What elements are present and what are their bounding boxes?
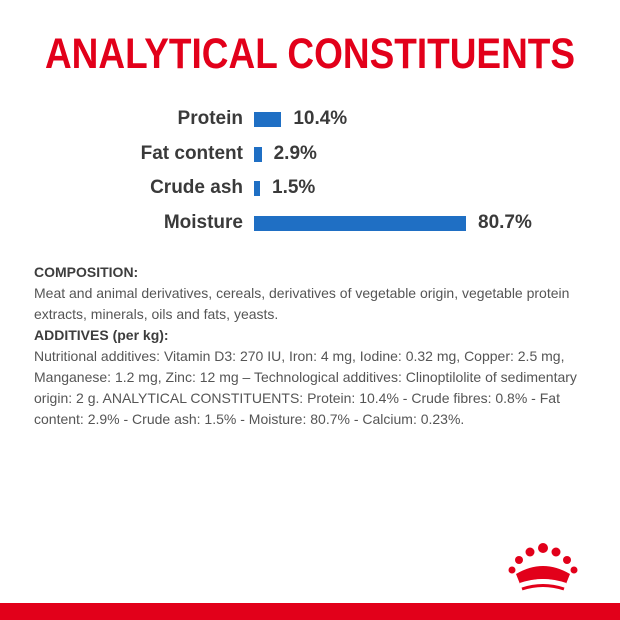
- additives-text: Nutritional additives: Vitamin D3: 270 IU, Iron: 4 mg, Iodine: 0.32 mg, Copper: 2.5 mg, Manganese: 1.2 mg, Zinc: 12 mg – Technological additives: Clinoptilolite of sedimentary origin: 2 g. ANALYTICAL CONSTITUENTS: Protein: 10.4% - Crude fibres: 0.8% - Fat content: 2.9% - Crude ash: 1.5% - Moisture: 80.7% - Calcium: 0.23%.: [34, 348, 577, 427]
- ingredients-panel: [34, 262, 590, 430]
- bar-value-label: 80.7%: [478, 212, 532, 233]
- constituents-bar-chart: [0, 0, 620, 260]
- bar-label: Protein: [177, 108, 243, 129]
- bar-value-label: 2.9%: [273, 143, 317, 164]
- page-title: ANALYTICAL CONSTITUENTS: [44, 30, 576, 78]
- bottom-accent-bar: [0, 603, 620, 620]
- composition-heading: COMPOSITION:: [34, 264, 139, 280]
- bar-label: Fat content: [140, 143, 243, 164]
- bar: [254, 112, 281, 127]
- bar: [254, 147, 262, 162]
- bar-value-label: 10.4%: [293, 108, 348, 129]
- crown-logo-icon: [506, 540, 580, 592]
- bar-value-label: 1.5%: [272, 177, 316, 198]
- additives-heading: ADDITIVES (per kg):: [34, 327, 169, 343]
- bar-label: Moisture: [163, 212, 243, 233]
- bar-label: Crude ash: [150, 177, 243, 198]
- bar: [254, 216, 466, 231]
- bar: [254, 181, 260, 196]
- composition-text: Meat and animal derivatives, cereals, derivatives of vegetable origin, vegetable protein extracts, minerals, oils and fats, yeasts.: [34, 285, 570, 322]
